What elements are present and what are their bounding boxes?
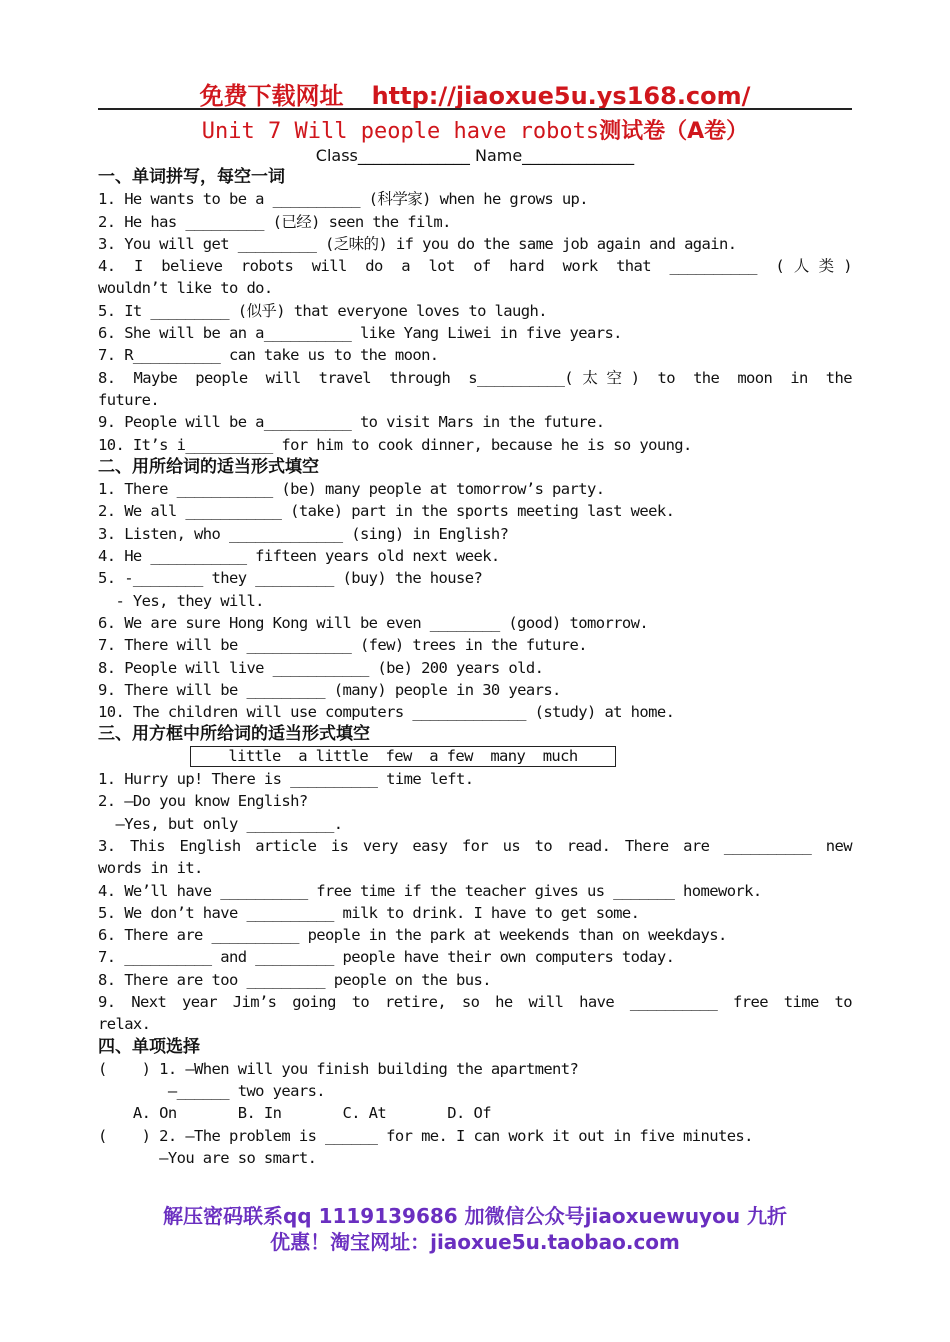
question-line: 4. We’ll have __________ free time if the teacher gives us _______ homework. (98, 881, 762, 900)
question-line: 10. It’s i__________ for him to cook dinner, because he is so young. (98, 435, 692, 454)
question-line: 3. You will get _________ (乏味的) if you do the same job again and again. (98, 234, 737, 253)
worksheet-content (98, 166, 852, 1169)
question-line: A. On B. In C. At D. Of (98, 1104, 491, 1123)
question-line: 5. It _________ (似乎) that everyone loves to laugh. (98, 301, 547, 320)
section-heading: 四、单项选择 (98, 1036, 200, 1057)
section-heading: 一、单词拼写，每空一词 (98, 167, 285, 187)
page-title (98, 114, 852, 145)
question-line: words in it. (98, 859, 203, 878)
question-line: 5. -________ they _________ (buy) the house? (98, 569, 483, 588)
word-box-row (98, 746, 852, 768)
section-heading: 三、用方框中所给词的适当形式填空 (98, 724, 370, 745)
title-english: Unit 7 Will people have robots (201, 119, 600, 144)
question-line: 4. He ___________ fifteen years old next week. (98, 547, 500, 566)
question-line: 10. The children will use computers _____________ (study) at home. (98, 703, 675, 722)
footer-line-2: 优惠！淘宝网址：jiaoxue5u.taobao.com (270, 1230, 680, 1254)
question-line: relax. (98, 1015, 151, 1034)
header-label: 免费下载网址 (199, 82, 344, 110)
question-line: ( ) 1. –When will you finish building the apartment? (98, 1059, 579, 1078)
question-line: 9. Next year Jim’s going to retire, so he will have __________ free time to (98, 992, 852, 1011)
question-line: 8. People will live ___________ (be) 200 years old. (98, 658, 544, 677)
class-name-line: Class______________ Name______________ (315, 146, 635, 165)
question-line: 8. Maybe people will travel through s__________(太空) to the moon in the (98, 368, 852, 387)
question-line: –You are so smart. (98, 1149, 317, 1168)
question-line: 7. There will be ____________ (few) trees in the future. (98, 636, 587, 655)
question-line: 7. __________ and _________ people have their own computers today. (98, 948, 675, 967)
question-line: –______ two years. (98, 1082, 326, 1101)
question-line: wouldn’t like to do. (98, 279, 273, 298)
question-line: 3. Listen, who _____________ (sing) in English? (98, 524, 509, 543)
question-line: 6. She will be an a__________ like Yang Liwei in five years. (98, 324, 622, 343)
question-line: 8. There are too _________ people on the bus. (98, 970, 491, 989)
question-line: 9. People will be a__________ to visit Mars in the future. (98, 413, 605, 432)
section-heading: 二、用所给词的适当形式填空 (98, 456, 319, 477)
question-line: 2. He has _________ (已经) seen the film. (98, 212, 451, 231)
question-line: 6. We are sure Hong Kong will be even ________ (good) tomorrow. (98, 613, 649, 632)
question-line: 1. Hurry up! There is __________ time left. (98, 770, 474, 789)
word-box: little a little few a few many much (190, 746, 616, 767)
question-line: 1. There ___________ (be) many people at tomorrow’s party. (98, 480, 605, 499)
question-line: ( ) 2. –The problem is ______ for me. I can work it out in five minutes. (98, 1126, 753, 1145)
question-line: 4. I believe robots will do a lot of hard work that __________ (人类) (98, 257, 852, 276)
header-url-link[interactable]: http://jiaoxue5u.ys168.com/ (371, 82, 751, 110)
question-line: 6. There are __________ people in the park at weekends than on weekdays. (98, 926, 727, 945)
question-line: –Yes, but only __________. (98, 814, 343, 833)
header-divider (98, 108, 852, 110)
question-line: 2. We all ___________ (take) part in the sports meeting last week. (98, 502, 675, 521)
question-line: 7. R__________ can take us to the moon. (98, 346, 439, 365)
question-line: 5. We don’t have __________ milk to drink. I have to get some. (98, 903, 640, 922)
footer-line-1: 解压密码联系qq 1119139686 加微信公众号jiaoxuewuyou 九折 (162, 1204, 788, 1228)
question-line: 9. There will be _________ (many) people in 30 years. (98, 680, 561, 699)
question-line: - Yes, they will. (98, 591, 264, 610)
question-line: 1. He wants to be a __________ (科学家) when he grows up. (98, 190, 589, 209)
question-line: 3. This English article is very easy for us to read. There are __________ new (98, 836, 852, 855)
question-line: 2. –Do you know English? (98, 792, 308, 811)
title-chinese: 测试卷（A卷） (599, 119, 749, 144)
question-line: future. (98, 390, 160, 409)
header-banner (98, 76, 852, 111)
